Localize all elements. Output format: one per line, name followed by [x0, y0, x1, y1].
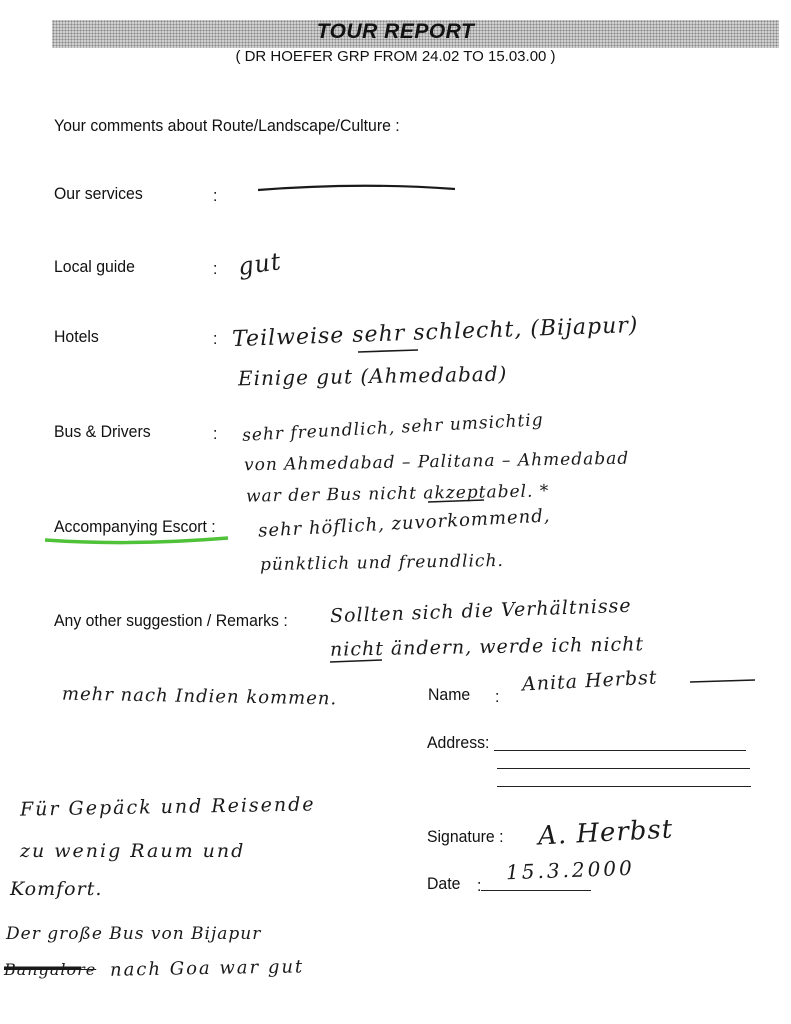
footnote-line-3: Komfort.: [10, 878, 103, 900]
footnote-line-1: Für Gepäck und Reisende: [19, 793, 316, 821]
bus-drivers-label: Bus & Drivers: [54, 422, 151, 441]
services-dash-stroke: [258, 186, 455, 190]
name-flourish: [690, 680, 755, 682]
signature-value: A. Herbst: [537, 814, 674, 852]
escort-answer-line-2: pünktlich und freundlich.: [259, 550, 505, 576]
hotels-label: Hotels: [54, 327, 99, 346]
route-comments-label: Your comments about Route/Landscape/Culture :: [54, 116, 400, 135]
date-colon: :: [477, 876, 482, 895]
page-subtitle: ( DR HOEFER GRP FROM 24.02 TO 15.03.00 ): [235, 48, 556, 65]
remarks-answer-line-1: Sollten sich die Verhältnisse: [329, 594, 632, 628]
escort-highlight-underline: [45, 538, 228, 543]
local-guide-colon: :: [213, 259, 218, 278]
bus-answer-line-2: von Ahmedabad – Palitana – Ahmedabad: [243, 448, 630, 476]
escort-answer-line-1: sehr höflich, zuvorkommend,: [257, 505, 551, 542]
name-label: Name: [428, 685, 471, 704]
signature-label: Signature :: [427, 827, 504, 846]
footnote-struck-word: Bangalore: [4, 960, 97, 979]
services-label: Our services: [54, 184, 143, 203]
date-label: Date: [427, 874, 461, 893]
footnote-line-2: zu wenig Raum und: [20, 840, 246, 862]
date-value: 15.3.2000: [505, 855, 636, 885]
bus-answer-line-3: war der Bus nicht akzeptabel. *: [245, 481, 550, 507]
sehr-underline: [358, 350, 418, 352]
footnote-line-4: Der große Bus von Bijapur: [6, 924, 262, 944]
remarks-answer-line-2: nicht ändern, werde ich nicht: [329, 633, 645, 661]
hotels-colon: :: [213, 329, 218, 348]
name-signature-value: Anita Herbst: [521, 666, 658, 696]
bus-drivers-colon: :: [213, 424, 218, 443]
remarks-label: Any other suggestion / Remarks :: [54, 611, 288, 630]
escort-label: Accompanying Escort :: [54, 517, 216, 536]
address-label: Address:: [427, 733, 490, 752]
hotels-answer-line-1: Teilweise sehr schlecht, (Bijapur): [231, 312, 639, 353]
services-colon: :: [213, 186, 218, 205]
remarks-answer-line-3: mehr nach Indien kommen.: [61, 683, 338, 710]
footnote-line-5: nach Goa war gut: [109, 956, 305, 981]
local-guide-label: Local guide: [54, 257, 135, 276]
hotels-answer-line-2: Einige gut (Ahmedabad): [237, 361, 508, 391]
page-title: TOUR REPORT: [316, 20, 475, 43]
name-colon: :: [495, 687, 500, 706]
guide-answer: gut: [236, 247, 284, 281]
bus-answer-line-1: sehr freundlich, sehr umsichtig: [241, 410, 545, 446]
